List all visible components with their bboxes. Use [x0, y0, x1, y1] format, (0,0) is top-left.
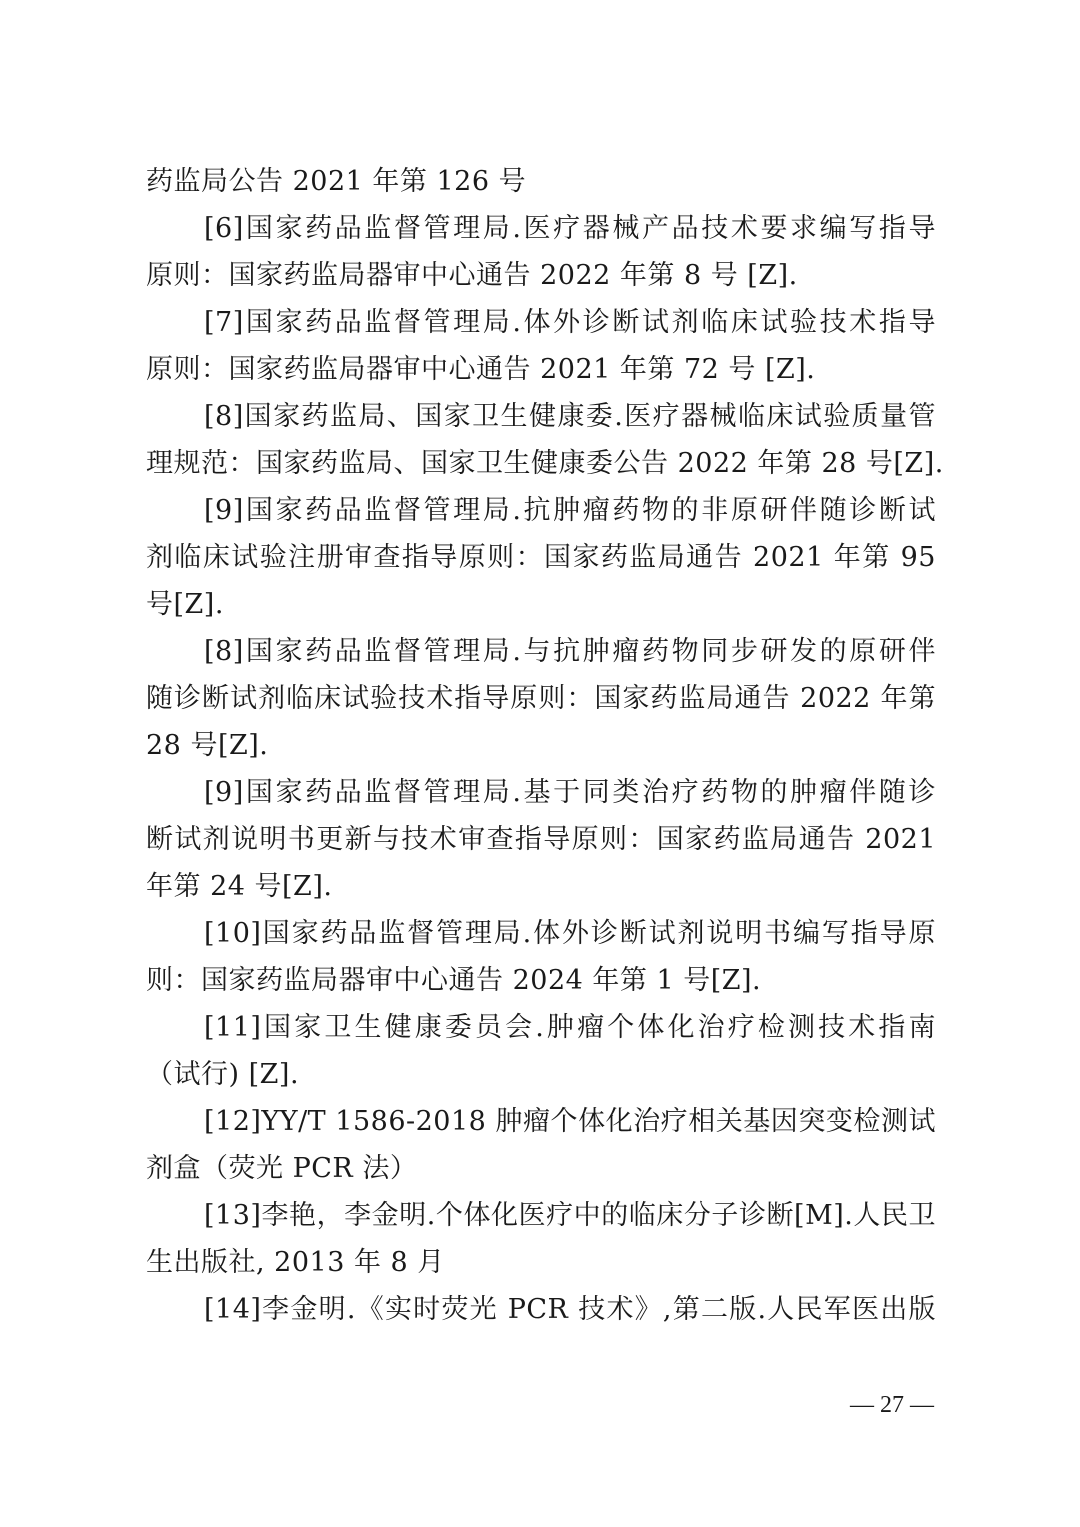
reference-line: [12]YY/T 1586-2018 肿瘤个体化治疗相关基因突变检测试	[204, 1106, 936, 1137]
reference-9b	[146, 769, 936, 910]
reference-line: 随诊断试剂临床试验技术指导原则：国家药监局通告 2022 年第	[146, 683, 936, 714]
reference-line: 剂临床试验注册审查指导原则：国家药监局通告 2021 年第 95	[146, 542, 936, 573]
reference-list	[146, 158, 944, 1333]
reference-line: [9]国家药品监督管理局.抗肿瘤药物的非原研伴随诊断试	[204, 495, 936, 526]
reference-line: 号[Z].	[146, 589, 224, 620]
reference-line: 原则：国家药监局器审中心通告 2021 年第 72 号 [Z].	[146, 354, 816, 385]
reference-line: 原则：国家药监局器审中心通告 2022 年第 8 号 [Z].	[146, 260, 798, 291]
reference-line: 剂盒（荧光 PCR 法）	[146, 1153, 418, 1184]
reference-line: [13]李艳，李金明.个体化医疗中的临床分子诊断[M].人民卫	[204, 1200, 936, 1231]
reference-line: [8]国家药监局、国家卫生健康委.医疗器械临床试验质量管	[204, 401, 936, 432]
reference-line: [7]国家药品监督管理局.体外诊断试剂临床试验技术指导	[204, 307, 936, 338]
reference-line: [11]国家卫生健康委员会.肿瘤个体化治疗检测技术指南	[204, 1012, 936, 1043]
reference-13	[146, 1192, 936, 1286]
reference-11	[146, 1004, 936, 1098]
reference-line: 断试剂说明书更新与技术审查指导原则：国家药监局通告 2021	[146, 824, 936, 855]
reference-line: [8]国家药品监督管理局.与抗肿瘤药物同步研发的原研伴	[204, 636, 936, 667]
reference-line: （试行) [Z].	[146, 1059, 300, 1090]
reference-14	[146, 1286, 936, 1333]
reference-10	[146, 910, 936, 1004]
reference-line: 则：国家药监局器审中心通告 2024 年第 1 号[Z].	[146, 965, 762, 996]
reference-line: [9]国家药品监督管理局.基于同类治疗药物的肿瘤伴随诊	[204, 777, 936, 808]
reference-8b	[146, 628, 936, 769]
reference-7	[146, 299, 936, 393]
reference-line: [6]国家药品监督管理局.医疗器械产品技术要求编写指导	[204, 213, 936, 244]
reference-6	[146, 205, 936, 299]
reference-line: [10]国家药品监督管理局.体外诊断试剂说明书编写指导原	[204, 918, 936, 949]
reference-continuation	[146, 158, 936, 205]
reference-line: 药监局公告 2021 年第 126 号	[146, 166, 527, 197]
reference-line: 生出版社, 2013 年 8 月	[146, 1247, 445, 1278]
reference-12	[146, 1098, 936, 1192]
reference-line: 年第 24 号[Z].	[146, 871, 333, 902]
reference-line: 理规范：国家药监局、国家卫生健康委公告 2022 年第 28 号[Z].	[146, 448, 944, 479]
reference-8a	[146, 393, 944, 487]
reference-9a	[146, 487, 936, 628]
page-number: — 27 —	[850, 1392, 934, 1418]
reference-line: [14]李金明.《实时荧光 PCR 技术》,第二版.人民军医出版	[204, 1294, 936, 1325]
reference-line: 28 号[Z].	[146, 730, 269, 761]
